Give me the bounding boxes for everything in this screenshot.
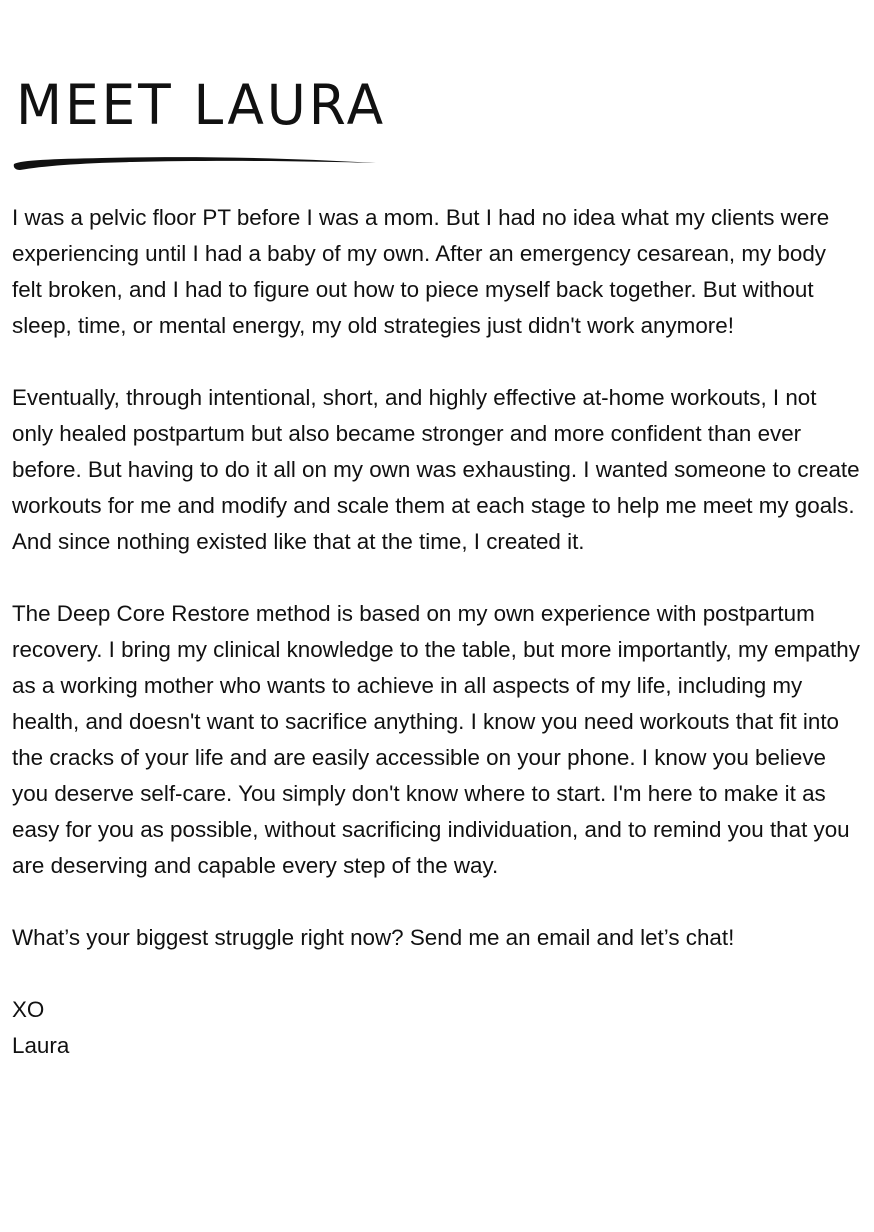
paragraph-method: The Deep Core Restore method is based on my own experience with postpartum recovery. I bring my clinical knowledge to the table, but more importantly, my empathy as a working mother who wants to achieve in all aspects of my life, including my health, and doesn't want to sacrifice anything. I know you need workouts that fit into the cracks of your life and are easily accessible on your phone. I know you believe you deserve self-care. You simply don't know where to start. I'm here to make it as easy for you as possible, without sacrificing individuation, and to remind you that you are deserving and capable every step of the way. bbox=[12, 601, 860, 878]
signoff: XO bbox=[12, 997, 45, 1022]
brush-underline-icon bbox=[12, 150, 380, 174]
paragraph-call-to-action: What’s your biggest struggle right now? Send me an email and let’s chat! bbox=[12, 925, 735, 950]
about-body bbox=[12, 200, 862, 1064]
page-title: MEET LAURA bbox=[16, 73, 386, 137]
signature: Laura bbox=[12, 1033, 70, 1058]
paragraph-journey: Eventually, through intentional, short, and highly effective at-home workouts, I not only healed postpartum but also became stronger and more confident than ever before. But having to do it all on my own was exhausting. I wanted someone to create workouts for me and modify and scale them at each stage to help me meet my goals. And since nothing existed like that at the time, I created it. bbox=[12, 385, 860, 554]
paragraph-intro: I was a pelvic floor PT before I was a mom. But I had no idea what my clients were experiencing until I had a baby of my own. After an emergency cesarean, my body felt broken, and I had to figure out how to piece myself back together. But without sleep, time, or mental energy, my old strategies just didn't work anymore! bbox=[12, 205, 830, 338]
